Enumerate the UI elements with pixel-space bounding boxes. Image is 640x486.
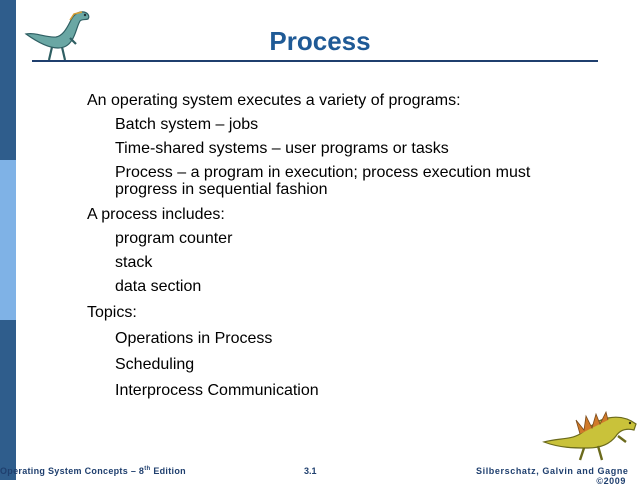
footer-book-title	[0, 466, 186, 476]
footer-edition-ordinal: th	[144, 466, 151, 472]
sub-bullet-timeshared: Time-shared systems – user programs or tasks	[115, 140, 449, 157]
footer-edition-label: Edition	[150, 466, 186, 476]
bullet-process-includes: A process includes:	[87, 206, 225, 223]
slide-title: Process	[269, 26, 371, 56]
bullet-programs: An operating system executes a variety of programs:	[87, 92, 461, 109]
sub-bullet-scheduling: Scheduling	[115, 356, 195, 373]
footer-book-title-main: Operating System Concepts – 8	[0, 466, 145, 476]
footer-authors	[476, 466, 629, 486]
sub-bullet-operations: Operations in Process	[115, 330, 273, 347]
bullet-topics: Topics:	[87, 304, 137, 321]
sub-bullet-batch: Batch system – jobs	[115, 116, 259, 133]
dinosaur-icon	[540, 398, 640, 462]
sub-bullet-process-def: Process – a program in execution; process execution must progress in sequential fashion	[115, 164, 531, 198]
sub-bullet-data-section: data section	[115, 278, 202, 295]
page-number: 3.1	[304, 466, 317, 476]
footer-authors-names: Silberschatz, Galvin and Gagne	[476, 466, 629, 476]
sub-bullet-ipc: Interprocess Communication	[115, 382, 319, 399]
sub-bullet-stack: stack	[115, 254, 153, 271]
footer-copyright-year: ©2009	[596, 476, 626, 486]
sub-bullet-program-counter: program counter	[115, 230, 233, 247]
